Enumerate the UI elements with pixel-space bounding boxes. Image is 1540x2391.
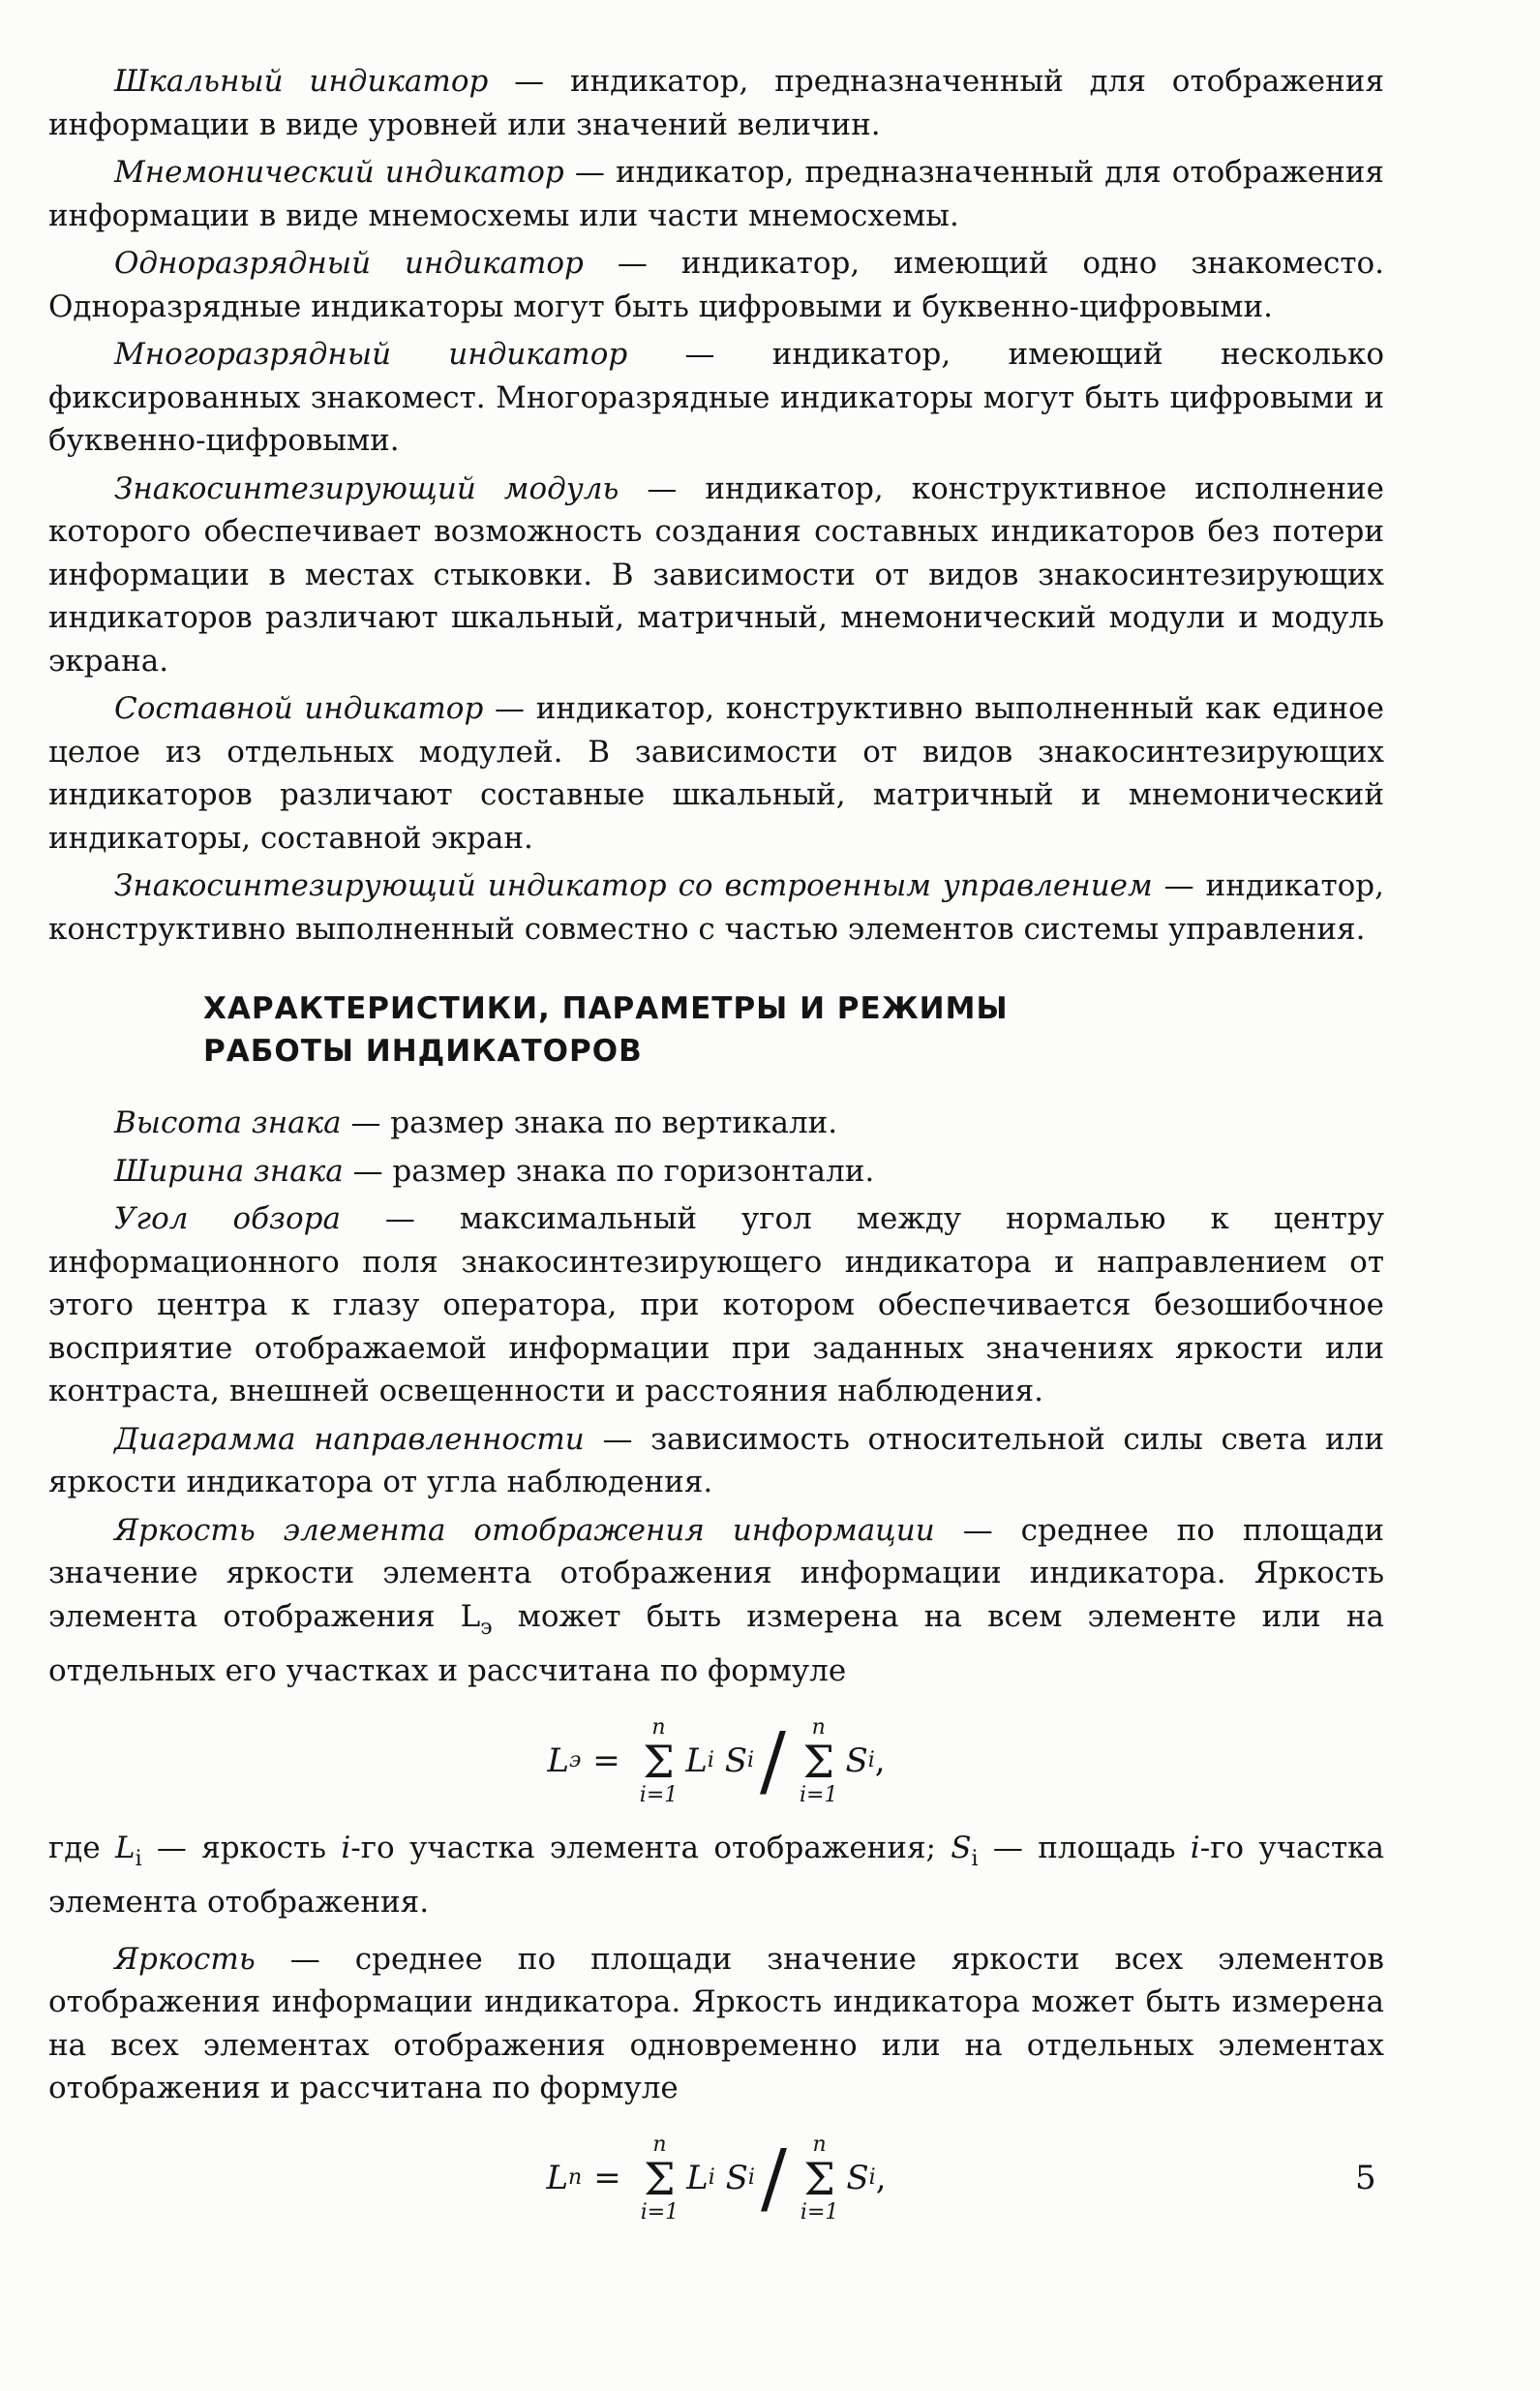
section-heading [203,987,1384,1073]
formula-lhs: L [547,1741,569,1781]
legend-text: — площадь [978,1830,1191,1865]
formula-legend [48,1827,1384,1924]
formula-sub: i [707,1748,714,1773]
legend-symbol: i [1190,1830,1200,1865]
definition-text: — индикатор, конструктивно выполненный как единое целое из отдельных модулей. В зависимости от видов знакосинтезирующих индикаторов различают составные шкальный, матричный и мнемонический индикаторы, составной экран. [48,691,1384,856]
term: Одноразрядный индикатор [114,246,584,281]
formula-term-S: S [845,1741,868,1781]
subscript: э [480,1615,493,1640]
formula-term-S: S [725,2159,748,2198]
formula-term-S: S [846,2159,869,2198]
term: Знакосинтезирующий модуль [114,470,619,506]
term: Диаграмма направленности [114,1421,585,1457]
formula-term-L: L [686,2159,709,2198]
definition-paragraph [48,1418,1384,1504]
sum-upper: n [811,1714,826,1740]
legend-text: — яркость [141,1830,342,1865]
definition-paragraph [48,60,1384,146]
sigma: Σ [643,1735,675,1788]
formula-sub: i [708,2165,715,2191]
sum-upper: n [812,2132,827,2157]
legend-symbol: i [341,1830,351,1865]
formula-element-brightness [48,1709,1384,1815]
formula-lhs: L [546,2159,569,2198]
legend-text: -го участка элемента отображения. [48,1830,1384,1920]
term: Яркость [114,1941,256,1977]
sum-lower: i=1 [799,1782,838,1807]
definition-text: — размер знака по горизонтали. [343,1153,875,1189]
sum-symbol [800,1716,837,1807]
term: Составной индикатор [114,691,484,726]
definition-text: — среднее по площади значение яркости всех элементов отображения информации индикатора. Яркость индикатора может быть измерена на всех элементах отображения одновременно или на отдельных элементах отображения и рассчитана по формуле [48,1941,1384,2105]
formula-sub: i [868,2165,876,2191]
term: Знакосинтезирующий индикатор со встроенным управлением [114,868,1153,903]
term: Высота знака [114,1105,342,1140]
term: Многоразрядный индикатор [114,337,628,372]
definition-text: — максимальный угол между нормалью к центру информационного поля знакосинтезирующего индикатора и направлением от этого центра к глазу оператора, при котором обеспечивается безошибочное восприятие отображаемой информации при заданных значениях яркости или контраста, внешней освещенности и расстояния наблюдения. [48,1201,1384,1408]
definition-paragraph [48,333,1384,463]
definition-paragraph [48,1150,1384,1194]
legend-symbol: L [114,1830,136,1865]
fraction-slash: / [760,1715,786,1806]
definition-paragraph [48,242,1384,328]
sum-symbol [800,2134,838,2225]
formula-equals: = [592,1741,620,1781]
definitions-list-2 [48,1102,1384,1504]
definition-paragraph [48,1102,1384,1145]
definition-paragraph [48,151,1384,237]
legend-text: -го участка элемента отображения; [350,1830,951,1865]
sigma: Σ [644,2152,676,2205]
fraction-slash: / [760,2133,787,2224]
sum-upper: n [651,1714,666,1740]
definitions-list-1 [48,60,1384,951]
formula-equals: = [593,2159,621,2198]
heading-line-1: ХАРАКТЕРИСТИКИ, ПАРАМЕТРЫ И РЕЖИМЫ [203,991,1009,1026]
page-number: 5 [1355,2159,1376,2197]
definition-text: — индикатор, имеющий одно знакоместо. Одноразрядные индикаторы могут быть цифровыми и буквенно-цифровыми. [48,246,1385,324]
term: Угол обзора [114,1201,341,1236]
sum-symbol [640,1716,678,1807]
definition-text: — индикатор, конструктивное исполнение которого обеспечивает возможность создания составных индикаторов без потери информации в местах стыковки. В зависимости от видов знакосинтезирующих индикаторов различают шкальный, матричный, мнемонический модули и модуль экрана. [48,470,1384,679]
term: Ширина знака [114,1153,344,1189]
definition-text: — зависимость относительной силы света или яркости индикатора от угла наблюдения. [48,1421,1384,1499]
legend-sub: i [971,1846,979,1871]
definition-paragraph [48,1197,1384,1413]
term: Шкальный индикатор [114,64,489,99]
formula-term-L: L [685,1741,708,1781]
definition-text: — индикатор, конструктивно выполненный совместно с частью элементов системы управления. [48,868,1384,947]
formula-comma: , [874,1741,886,1781]
legend-text: где [48,1830,115,1865]
definition-text: — индикатор, предназначенный для отображения информации в виде уровней или значений величин. [48,64,1384,142]
definition-text: — среднее по площади значение яркости элемента отображения информации индикатора. Яркость элемента отображения L [48,1512,1384,1634]
definition-paragraph [48,468,1384,683]
formula-indicator-brightness [48,2126,1384,2232]
sigma: Σ [802,1735,834,1788]
sum-lower: i=1 [800,2199,839,2225]
formula-lhs-sub: n [568,2165,583,2191]
definition-paragraph [48,687,1384,860]
sigma: Σ [803,2152,835,2205]
definition-paragraph [48,864,1384,951]
definition-text: — индикатор, предназначенный для отображения информации в виде мнемосхемы или части мнемосхемы. [48,155,1384,233]
document-page [48,60,1384,2244]
formula-comma: , [875,2159,887,2198]
legend-symbol: S [951,1830,972,1865]
formula-term-S: S [724,1741,747,1781]
paragraph-brightness-element [48,1509,1384,1693]
formula-sub: i [746,1748,755,1773]
sum-lower: i=1 [640,2199,679,2225]
definition-text: — размер знака по вертикали. [341,1105,838,1140]
formula-sub: i [867,1748,875,1773]
formula-lhs-sub: э [568,1748,582,1773]
sum-upper: n [652,2132,667,2157]
term: Яркость элемента отображения информации [114,1512,935,1548]
sum-symbol [641,2134,679,2225]
formula-sub: i [747,2165,755,2191]
definition-text: — индикатор, имеющий несколько фиксированных знакомест. Многоразрядные индикаторы могут быть цифровыми и буквенно-цифровыми. [48,337,1384,458]
legend-sub: i [135,1846,142,1871]
heading-line-2: РАБОТЫ ИНДИКАТОРОВ [203,1034,643,1069]
definition-text-cont: может быть измерена на всем элементе или на отдельных его участках и рассчитана по формуле [48,1598,1384,1688]
paragraph-brightness [48,1938,1384,2110]
sum-lower: i=1 [639,1782,679,1807]
term: Мнемонический индикатор [114,155,564,190]
